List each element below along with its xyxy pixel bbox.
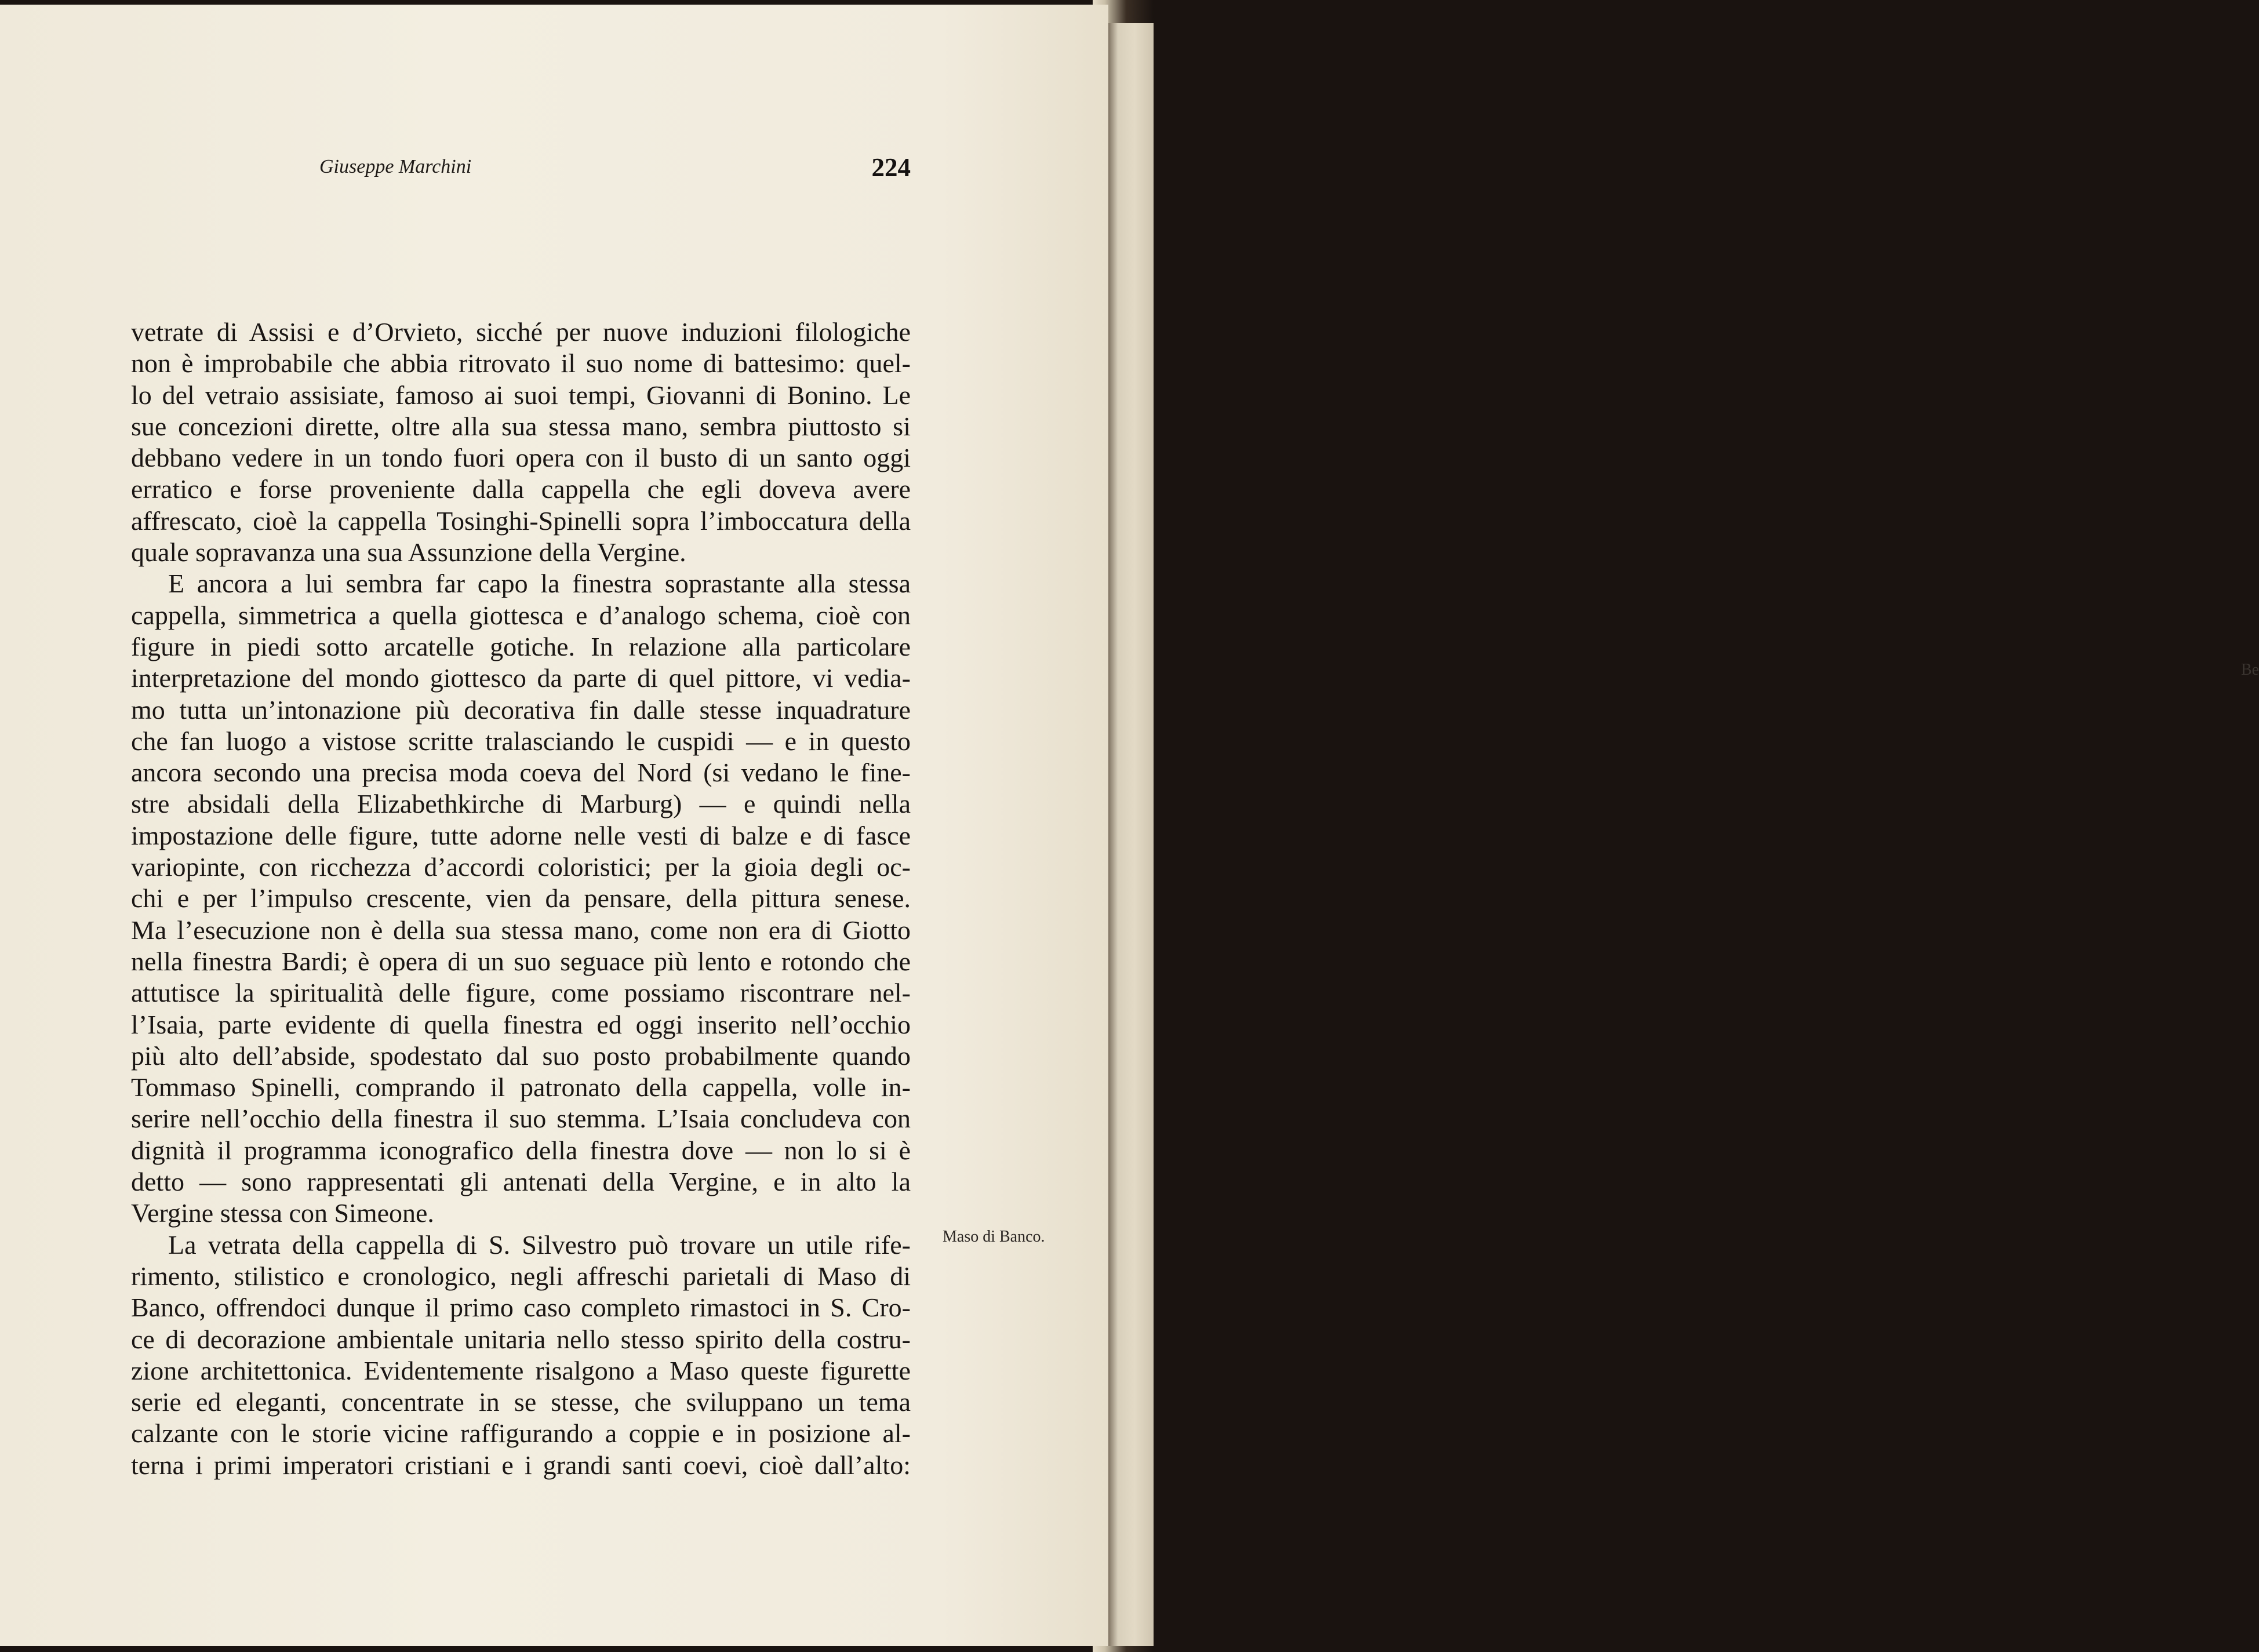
text-line: detto — sono rappresentati gli antenati della Vergine, e in alto la (131, 1167, 911, 1197)
text-line: figure in piedi sotto arcatelle gotiche. In relazione alla particolare (131, 631, 911, 661)
text-line: affrescato, cioè la cappella Tosinghi-Spinelli sopra l’imboccatura della (131, 505, 911, 536)
text-line: calzante con le storie vicine raffigurando a coppie e in posizione al- (131, 1418, 911, 1449)
text-line: mo tutta un’intonazione più decorativa fin dalle stesse inquadrature (131, 694, 911, 725)
text-line: l’Isaia, parte evidente di quella finestra ed oggi inserito nell’occhio (131, 1009, 911, 1039)
text-line: chi e per l’impulso crescente, vien da pensare, della pittura senese. (131, 883, 911, 914)
text-line: stre absidali della Elizabethkirche di Marburg) — e quindi nella (131, 789, 911, 819)
text-line: Tommaso Spinelli, comprando il patronato della cappella, volle in- (131, 1072, 911, 1102)
text-line: sue concezioni dirette, oltre alla sua stessa mano, sembra piuttosto si (131, 411, 911, 441)
text-line: Vergine stessa con Simeone. (131, 1198, 434, 1228)
adjacent-page-text-fragment: Be (2241, 661, 2259, 679)
text-line: Ma l’esecuzione non è della sua stessa mano, come non era di Giotto (131, 915, 911, 945)
text-line: terna i primi imperatori cristiani e i grandi santi coevi, cioè dall’alto: (131, 1450, 911, 1480)
text-line: ancora secondo una precisa moda coeva del Nord (si vedano le fine- (131, 758, 911, 788)
text-line: variopinte, con ricchezza d’accordi coloristici; per la gioia degli oc- (131, 852, 911, 882)
text-line: quale sopravanza una sua Assunzione della Vergine. (131, 537, 686, 567)
text-line: erratico e forse proveniente dalla cappella che egli doveva avere (131, 474, 911, 504)
text-line: lo del vetraio assisiate, famoso ai suoi tempi, Giovanni di Bonino. Le (131, 380, 911, 410)
text-line: attutisce la spiritualità delle figure, come possiamo riscontrare nel- (131, 978, 911, 1008)
text-line: Banco, offrendoci dunque il primo caso completo rimastoci in S. Cro- (131, 1293, 911, 1323)
text-line: interpretazione del mondo giottesco da parte di quel pittore, vi vedia- (131, 663, 911, 693)
adjacent-page-edge (1106, 23, 2259, 1646)
body-text (131, 316, 911, 1481)
text-line: vetrate di Assisi e d’Orvieto, sicché per nuove induzioni filologiche (131, 317, 911, 347)
text-line: più alto dell’abside, spodestato dal suo posto probabilmente quando (131, 1040, 911, 1071)
book-page (0, 5, 1108, 1646)
margin-note: Maso di Banco. (943, 1228, 1045, 1246)
page-number: 224 (871, 153, 911, 182)
text-line: debbano vedere in un tondo fuori opera con il busto di un santo oggi (131, 443, 911, 473)
text-line: La vetrata della cappella di S. Silvestro può trovare un utile rife- (168, 1229, 911, 1260)
text-line: ce di decorazione ambientale unitaria nello stesso spirito della costru- (131, 1324, 911, 1354)
text-line: cappella, simmetrica a quella giottesca e d’analogo schema, cioè con (131, 600, 911, 630)
text-line: impostazione delle figure, tutte adorne nelle vesti di balze e di fasce (131, 820, 911, 850)
text-line: che fan luogo a vistose scritte tralasciando le cuspidi — e in questo (131, 726, 911, 756)
running-header (131, 152, 911, 187)
header-author: Giuseppe Marchini (319, 156, 472, 177)
text-line: E ancora a lui sembra far capo la finestra soprastante alla stessa (168, 569, 911, 599)
text-line: serie ed eleganti, concentrate in se stesse, che sviluppano un tema (131, 1387, 911, 1417)
text-line: rimento, stilistico e cronologico, negli affreschi parietali di Maso di (131, 1261, 911, 1291)
text-line: zione architettonica. Evidentemente risalgono a Maso queste figurette (131, 1355, 911, 1385)
text-line: serire nell’occhio della finestra il suo stemma. L’Isaia concludeva con (131, 1104, 911, 1134)
text-line: dignità il programma iconografico della finestra dove — non lo si è (131, 1135, 911, 1165)
text-line: nella finestra Bardi; è opera di un suo seguace più lento e rotondo che (131, 946, 911, 976)
text-line: non è improbabile che abbia ritrovato il suo nome di battesimo: quel- (131, 348, 911, 379)
